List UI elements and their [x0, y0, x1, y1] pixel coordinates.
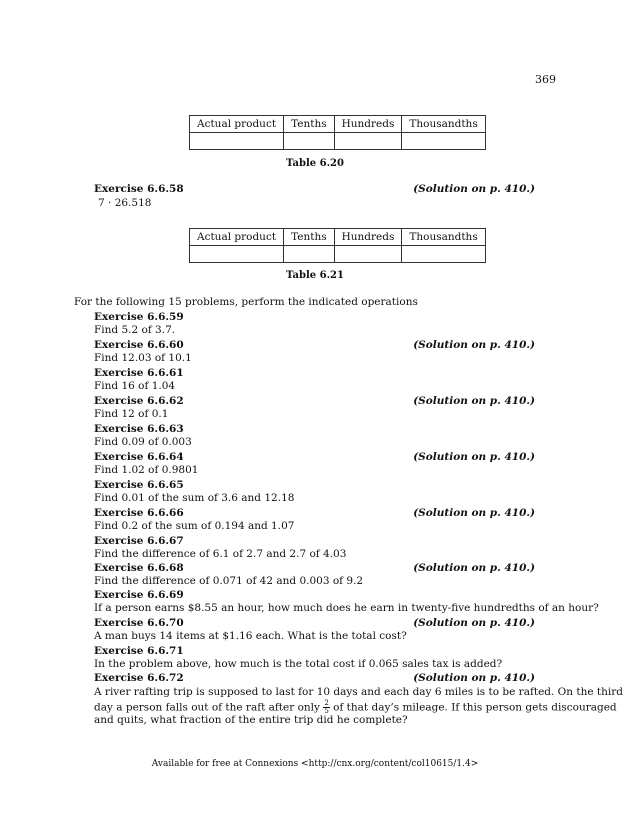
- exercise-text: Find 1.02 of 0.9801: [94, 464, 199, 476]
- exercise-text: Find the difference of 0.071 of 42 and 0.003 of 9.2: [94, 575, 364, 587]
- header-actual-product: Actual product: [190, 229, 284, 246]
- exercise-text-line: A river rafting trip is supposed to last for 10 days and each day 6 miles is to be rafted. On the third: [94, 686, 623, 698]
- exercise-title: Exercise 6.6.72: [94, 672, 184, 684]
- table-caption-2: Table 6.21: [286, 270, 344, 281]
- empty-cell: [334, 246, 402, 263]
- footer: Available for free at Connexions <http://cnx.org/content/col10615/1.4>: [151, 759, 479, 769]
- exercise-title: Exercise 6.6.66: [94, 507, 184, 519]
- exercise-title: Exercise 6.6.67: [94, 535, 184, 547]
- header-tenths: Tenths: [284, 229, 335, 246]
- exercise-title: Exercise 6.6.68: [94, 562, 184, 574]
- exercise-title: Exercise 6.6.61: [94, 367, 184, 379]
- exercise-text: A man buys 14 items at $1.16 each. What is the total cost?: [94, 630, 407, 642]
- exercise-text: In the problem above, how much is the total cost if 0.065 sales tax is added?: [94, 658, 503, 670]
- exercise-text: Find 0.09 of 0.003: [94, 436, 192, 448]
- exercise-title: Exercise 6.6.65: [94, 479, 184, 491]
- fraction: [323, 700, 329, 715]
- exercise-text-segment: of that day’s mileage. If this person gets discouraged: [333, 701, 617, 714]
- page-number: 369: [535, 73, 556, 86]
- exercise-text-line: and quits, what fraction of the entire trip did he complete?: [94, 714, 408, 726]
- header-thousandths: Thousandths: [402, 116, 485, 133]
- solution-link[interactable]: (Solution on p. 410.): [413, 507, 535, 519]
- exercise-title: Exercise 6.6.64: [94, 451, 184, 463]
- exercise-title: Exercise 6.6.60: [94, 339, 184, 351]
- exercise-text: Find 12.03 of 10.1: [94, 352, 192, 364]
- exercise-title: Exercise 6.6.70: [94, 617, 184, 629]
- exercise-text-segment: day a person falls out of the raft after only: [94, 701, 320, 714]
- header-tenths: Tenths: [284, 116, 335, 133]
- empty-cell: [190, 246, 284, 263]
- solution-link[interactable]: (Solution on p. 410.): [413, 339, 535, 351]
- empty-cell: [190, 133, 284, 150]
- empty-cell: [284, 246, 335, 263]
- solution-link[interactable]: (Solution on p. 410.): [413, 183, 535, 195]
- header-thousandths: Thousandths: [402, 229, 485, 246]
- exercise-text: Find 5.2 of 3.7.: [94, 324, 176, 336]
- empty-cell: [334, 133, 402, 150]
- empty-cell: [284, 133, 335, 150]
- exercise-text: 7 · 26.518: [98, 197, 152, 209]
- product-table-2: [189, 228, 486, 263]
- solution-link[interactable]: (Solution on p. 410.): [413, 562, 535, 574]
- header-hundreds: Hundreds: [334, 116, 402, 133]
- solution-link[interactable]: (Solution on p. 410.): [413, 395, 535, 407]
- exercise-title: Exercise 6.6.69: [94, 589, 184, 601]
- solution-link[interactable]: (Solution on p. 410.): [413, 451, 535, 463]
- fraction-numerator: 2: [324, 699, 329, 707]
- exercise-title: Exercise 6.6.63: [94, 423, 184, 435]
- exercise-title: Exercise 6.6.59: [94, 311, 184, 323]
- product-table-1: [189, 115, 486, 150]
- fraction-denominator: 5: [324, 707, 329, 715]
- table-caption-1: Table 6.20: [286, 158, 344, 169]
- exercise-title: Exercise 6.6.62: [94, 395, 184, 407]
- exercise-text: Find 16 of 1.04: [94, 380, 176, 392]
- solution-link[interactable]: (Solution on p. 410.): [413, 672, 535, 684]
- exercise-text: Find 0.01 of the sum of 3.6 and 12.18: [94, 492, 295, 504]
- intro-text: For the following 15 problems, perform the indicated operations: [74, 296, 418, 308]
- empty-cell: [402, 133, 485, 150]
- exercise-text: Find 0.2 of the sum of 0.194 and 1.07: [94, 520, 295, 532]
- exercise-text: Find the difference of 6.1 of 2.7 and 2.7 of 4.03: [94, 548, 347, 560]
- exercise-text: If a person earns $8.55 an hour, how much does he earn in twenty-five hundredths of an hour?: [94, 602, 599, 614]
- exercise-text: Find 12 of 0.1: [94, 408, 169, 420]
- exercise-title: Exercise 6.6.71: [94, 645, 184, 657]
- solution-link[interactable]: (Solution on p. 410.): [413, 617, 535, 629]
- exercise-text-line: [94, 700, 617, 715]
- header-actual-product: Actual product: [190, 116, 284, 133]
- exercise-title: Exercise 6.6.58: [94, 183, 184, 195]
- header-hundreds: Hundreds: [334, 229, 402, 246]
- empty-cell: [402, 246, 485, 263]
